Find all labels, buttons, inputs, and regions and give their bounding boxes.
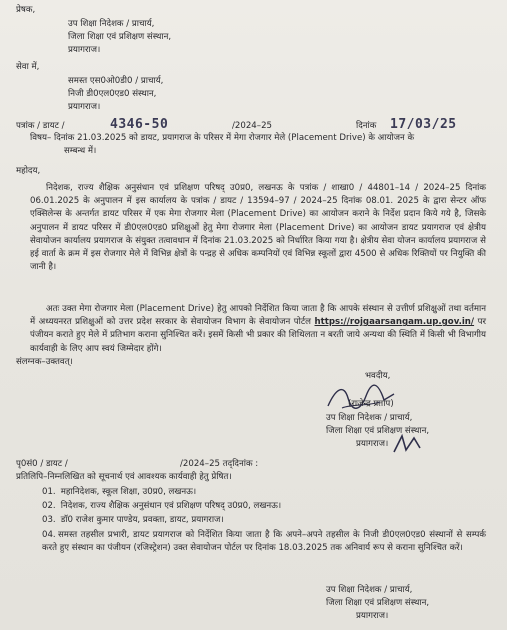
copy-list-item (42, 515, 224, 526)
ref-number-handwritten: 4346-50 (110, 117, 169, 132)
sender-label: प्रेषक, (16, 5, 36, 15)
ref-date-label: दिनांक (356, 121, 377, 131)
recipient-line-1: समस्त एस0ओ0डी0 / प्राचार्य, (68, 76, 164, 86)
signature1-line-2: जिला शिक्षा एवं प्रशिक्षण संस्थान, (326, 426, 430, 436)
copy-intro: प्रतिलिपि–निम्नलिखित को सूचनार्थ एवं आवश्यक कार्यवाही हेतु प्रेषित। (16, 472, 232, 482)
portal-link[interactable]: https://rojgaarsangam.up.gov.in/ (314, 317, 475, 328)
copy-list-item (42, 487, 196, 498)
initials-scrawl (390, 432, 426, 458)
signature2-line-1: उप शिक्षा निदेशक / प्राचार्य, (326, 585, 413, 595)
copy-ref-year-date: /2024–25 तद्‌दिनांक : (180, 459, 259, 469)
signature2-line-3: प्रयागराज। (356, 611, 389, 621)
copy-list-item (42, 501, 281, 512)
recipient-line-3: प्रयागराज। (68, 102, 101, 112)
recipient-label: सेवा में, (16, 62, 40, 72)
copy-list-number: 03. (42, 515, 56, 525)
copy-ref-prefix: पृ0सं0 / डायट / (16, 459, 68, 469)
body-paragraph-2-text-cont: पर पंजीयन कराते हुए मेले में प्रतिभाग कराना सुनिश्चित करें। इसमें किसी भी प्रकार की शिथिलता न बरती जाये अन्यथा की स्थिति में किसी भी विभागीय कार्यवाही के लिए आप स्वयं जिम्मेदार होंगे। (30, 317, 486, 354)
subject-line-1: विषय– दिनांक 21.03.2025 को डायट, प्रयागराज के परिसर में मेगा रोजगार मेले (Placement Drive) के आयोजन के (30, 133, 415, 143)
copy-list-text: महानिदेशक, स्कूल शिक्षा, उ0प्र0, लखनऊ। (60, 487, 197, 497)
signature-scrawl (322, 378, 402, 418)
body-paragraph-1-text: निदेशक, राज्य शैक्षिक अनुसंधान एवं प्रशिक्षण परिषद् उ0प्र0, लखनऊ के पत्रांक / शाखा0 / 44801–14 / 2024–25 दिनांक 06.01.2025 के अनुपालन में इस कार्यालय के पत्रांक / डायट / 13594–97 / 2024–25 दिनांक 08.01. 2025 के द्वारा सेन्टर ऑफ एक्सिलेन्स के अन्तर्गत डायट परिसर में एक मेगा रोजगार मेला (Placement Drive) का आयोजन कराने के निर्देश प्रदान किये गये है, जिसके अनुपालन में डायट परिसर में डी0एल0एड0 प्रशिक्षुओं हेतु मेगा रोजगार मेला (Placement Drive) का आयोजन डायट प्रयागराज एवं क्षेत्रीय सेवायोजन कार्यालय प्रयागराज के संयुक्त तत्वावधान में दिनांक 21.03.2025 को निर्धारित किया गया है। क्षेत्रीय सेवा योजन कार्यालय प्रयागराज से हई वार्ता के क्रम में इस रोजगार मेले में विभिन्न क्षेत्रों के पन्द्रह से अधिक कम्पनियों एवं विभिन्न स्कूलों द्वारा 4500 से अधिक रिक्तियों पर नियुक्ति की जानी है। (30, 183, 486, 273)
signature1-line-1: उप शिक्षा निदेशक / प्राचार्य, (326, 413, 413, 423)
recipient-line-2: निजी डी0एल0एड0 संस्थान, (68, 89, 157, 99)
copy-list-text: समस्त तहसील प्रभारी, डायट प्रयागराज को निर्देशित किया जाता है कि अपने–अपने तहसील के निजी डी0एल0एड0 संस्थानों से सम्पर्क करते हुए संस्थान का पंजीयन (रजिस्ट्रेशन) उक्त सेवायोजन पोर्टल पर दिनांक 18.03.2025 तक अनिवार्य रूप से कराना सुनिश्चित करें। (42, 530, 486, 553)
sender-line-2: जिला शिक्षा एवं प्रशिक्षण संस्थान, (68, 32, 172, 42)
signature2-line-2: जिला शिक्षा एवं प्रशिक्षण संस्थान, (326, 598, 430, 608)
subject-line-2: सम्बन्ध में। (64, 146, 97, 156)
yours-faithfully: भवदीय, (365, 371, 391, 381)
body-paragraph-2-text: अतः उक्त मेगा रोजगार मेला (Placement Drive) हेतु आपको निर्देशित किया जाता है कि आपके संस्थान से उत्तीर्ण प्रशिक्षुओं तथा वर्तमान में अध्ययनरत प्रशिक्षुओं को उत्तर प्रदेश सरकार के सेवायोजन विभाग के सेवायोजन पोर्टल (30, 304, 486, 328)
copy-list-text: डॉ0 राजेश कुमार पाण्डेय, प्रवक्ता, डायट, प्रयागराज। (60, 515, 224, 525)
signatory-name: (राजेन्द्र प्रताप) (348, 399, 394, 409)
sender-line-3: प्रयागराज। (68, 45, 101, 55)
copy-list-number: 02. (42, 501, 56, 511)
body-paragraph-2 (30, 303, 486, 356)
body-paragraph-1 (30, 182, 486, 274)
copy-list-text: निदेशक, राज्य शैक्षिक अनुसंधान एवं प्रशिक्षण परिषद् उ0प्र0, लखनऊ। (60, 501, 282, 511)
ref-date-handwritten: 17/03/25 (390, 117, 457, 132)
salutation: महोदय, (16, 166, 41, 176)
copy-list-number: 04. (42, 530, 56, 540)
signature1-line-3: प्रयागराज। (356, 439, 389, 449)
enclosure: संलग्नक–उक्तवत्। (16, 357, 73, 367)
ref-label: पत्रांक / डायट / (16, 121, 65, 131)
ref-year: /2024–25 (232, 121, 272, 131)
sender-line-1: उप शिक्षा निदेशक / प्राचार्य, (68, 19, 155, 29)
copy-list-number: 01. (42, 487, 56, 497)
copy-list-item (42, 529, 486, 555)
